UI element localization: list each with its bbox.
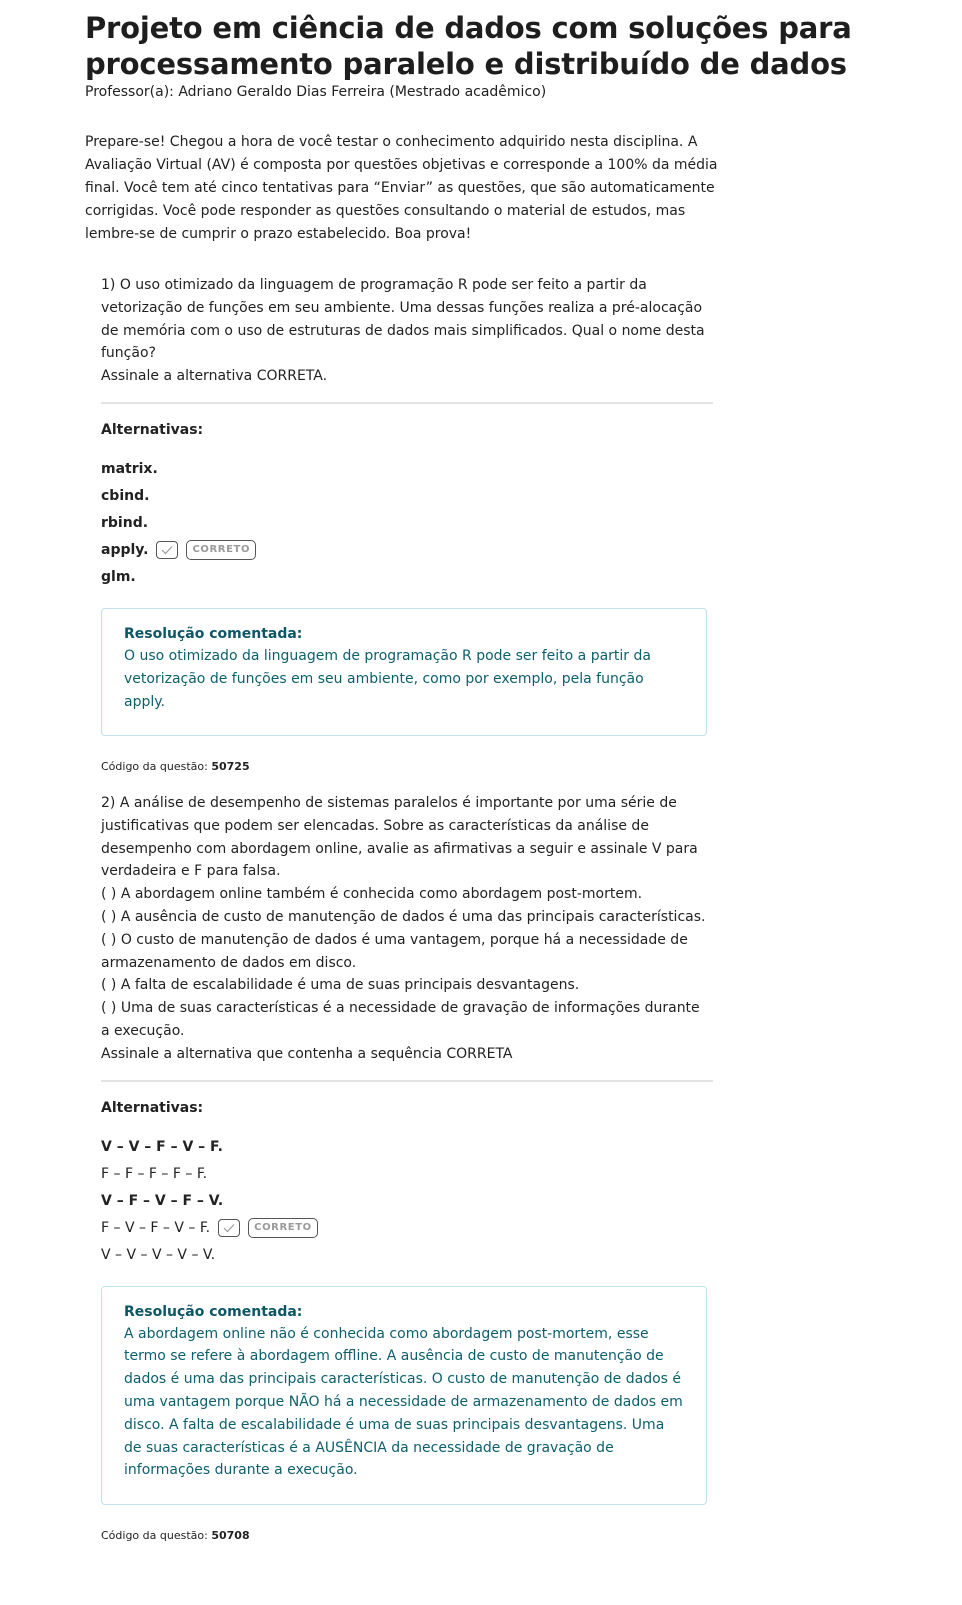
alternative-item-correct[interactable] (101, 1215, 711, 1242)
intro-text: Prepare-se! Chegou a hora de você testar o conhecimento adquirido nesta disciplina. A Avaliação Virtual (AV) é composta por questões objetivas e corresponde a 100% da média final. Você tem até cinco tentativas para “Enviar” as questões, que são automaticamente corrigidas. Você pode responder as questões consultando o material de estudos, mas lembre-se de cumprir o prazo estabelecido. Boa prova! (85, 134, 718, 242)
alternative-text: V – V – V – V – V. (101, 1246, 216, 1263)
alternative-text: matrix. (101, 460, 158, 477)
resolution-text: A abordagem online não é conhecida como abordagem post-mortem, esse termo se refere à abordagem offline. A ausência de custo de manutenção de dados é uma das principais características. O custo de manutenção de dados é uma vantagem porque NÃO há a necessidade de armazenamento de dados em disco. A falta de escalabilidade é uma de suas principais desvantagens. Uma de suas características é a AUSÊNCIA da necessidade de gravação de informações durante a execução. (124, 1325, 683, 1479)
resolution-box (101, 1286, 707, 1506)
question-line: ( ) A ausência de custo de manutenção de dados é uma das principais características. (101, 908, 706, 925)
question-line: Assinale a alternativa CORRETA. (101, 368, 328, 385)
question-code-value: 50708 (211, 1529, 250, 1543)
divider (101, 1080, 713, 1082)
question-statement (101, 274, 711, 388)
question-line: 1) O uso otimizado da linguagem de programação R pode ser feito a partir da vetorização de funções em seu ambiente. Uma dessas funções realiza a pré-alocação de memória com o uso de estruturas de dados mais simplificados. Qual o nome desta função? (101, 277, 705, 362)
question-code (101, 1529, 711, 1542)
resolution-box (101, 608, 707, 736)
question-line: ( ) O custo de manutenção de dados é uma vantagem, porque há a necessidade de armazenamento de dados em disco. (101, 931, 688, 971)
divider (101, 402, 713, 404)
question-2 (101, 792, 711, 1542)
question-line: ( ) Uma de suas características é a necessidade de gravação de informações durante a execução. (101, 1000, 700, 1039)
check-icon (156, 541, 178, 559)
correct-badge: CORRETO (248, 1218, 318, 1238)
alternative-item[interactable] (101, 1134, 711, 1161)
question-statement (101, 792, 711, 1066)
correct-badge: CORRETO (186, 540, 256, 560)
alternatives-list (101, 1134, 711, 1269)
course-header (85, 10, 955, 246)
alternative-text: F – F – F – F – F. (101, 1165, 208, 1182)
alternative-item[interactable] (101, 564, 711, 591)
professor-info: Professor(a): Adriano Geraldo Dias Ferreira (Mestrado acadêmico) (85, 84, 547, 100)
alternatives-heading: Alternativas: (101, 1099, 204, 1116)
alternative-text: rbind. (101, 514, 149, 531)
alternative-item[interactable] (101, 456, 711, 483)
check-icon (218, 1219, 240, 1237)
alternative-item[interactable] (101, 1242, 711, 1269)
question-code-label: Código da questão: (101, 760, 208, 774)
alternative-text: F – V – F – V – F. (101, 1219, 211, 1236)
alternatives-heading: Alternativas: (101, 421, 204, 438)
question-line: Assinale a alternativa que contenha a sequência CORRETA (101, 1045, 513, 1062)
resolution-text: O uso otimizado da linguagem de programação R pode ser feito a partir da vetorização de funções em seu ambiente, como por exemplo, pela função apply. (124, 647, 651, 710)
question-code (101, 760, 711, 773)
alternative-item[interactable] (101, 1188, 711, 1215)
question-line: ( ) A abordagem online também é conhecida como abordagem post-mortem. (101, 886, 643, 903)
alternative-item[interactable] (101, 1161, 711, 1188)
page-title: Projeto em ciência de dados com soluções para processamento paralelo e distribuído de dados (85, 11, 852, 81)
alternative-text: V – V – F – V – F. (101, 1138, 223, 1155)
alternative-text: cbind. (101, 487, 150, 504)
alternative-item[interactable] (101, 483, 711, 510)
resolution-title: Resolução comentada: (124, 1303, 303, 1320)
alternative-item[interactable] (101, 510, 711, 537)
question-code-label: Código da questão: (101, 1529, 208, 1543)
question-code-value: 50725 (211, 760, 250, 774)
question-line: 2) A análise de desempenho de sistemas paralelos é importante por uma série de justificativas que podem ser elencadas. Sobre as características da análise de desempenho com abordagem online, avalie as afirmativas a seguir e assinale V para verdadeira e F para falsa. (101, 795, 698, 880)
question-1 (101, 274, 711, 773)
alternatives-list (101, 456, 711, 591)
alternative-text: glm. (101, 568, 136, 585)
alternative-text: apply. (101, 541, 149, 558)
resolution-title: Resolução comentada: (124, 625, 303, 642)
alternative-item-correct[interactable] (101, 537, 711, 564)
question-line: ( ) A falta de escalabilidade é uma de suas principais desvantagens. (101, 977, 580, 994)
alternative-text: V – F – V – F – V. (101, 1192, 224, 1209)
